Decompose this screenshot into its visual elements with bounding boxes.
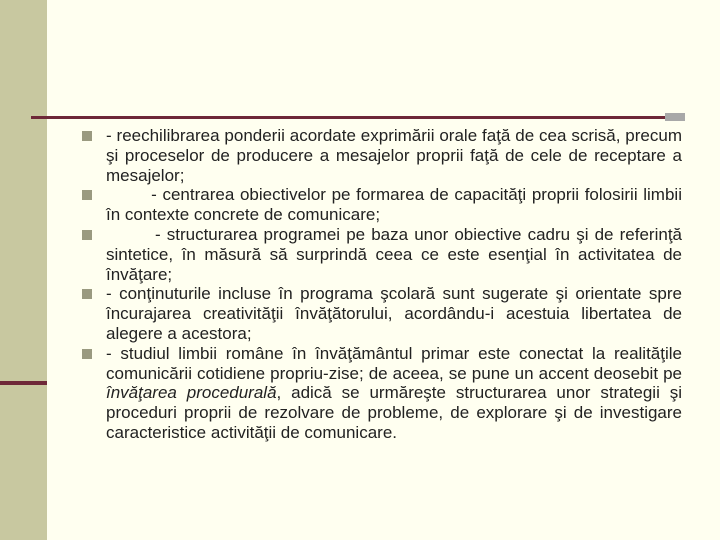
bullet-text: - centrarea obiectivelor pe formarea de capacităţi proprii folosirii limbii în contexte concrete de comunicare;: [106, 185, 687, 225]
bullet-text: - conţinuturile incluse în programa şcolară sunt sugerate şi orientate spre încurajarea creativităţii învăţătorului, acordându-i acestuia libertatea de alegere a acestora;: [106, 284, 682, 343]
bullet-item: [82, 344, 682, 443]
left-band-accent-line: [0, 381, 47, 385]
left-decorative-band: [0, 0, 47, 540]
bullet-item: [82, 284, 682, 343]
square-bullet-icon: [82, 230, 92, 240]
bullet-text-emphasis: învăţarea procedurală: [106, 383, 277, 403]
title-divider-end-block: [665, 113, 685, 121]
bullet-text: - reechilibrarea ponderii acordate exprimării orale faţă de cea scrisă, precum şi proceselor de producere a mesajelor proprii faţă de cele de receptare a mesajelor;: [106, 126, 682, 185]
bullet-text-end: , adică se urmăreşte structurarea unor strategii şi proceduri proprii de rezolvare de probleme, de explorare şi de investigare caracteristice activităţii de comunicare.: [106, 383, 682, 442]
slide-body: [82, 126, 687, 443]
bullet-item: [82, 185, 687, 225]
title-divider-line: [31, 116, 665, 119]
bullet-item: [82, 126, 682, 185]
square-bullet-icon: [82, 131, 92, 141]
square-bullet-icon: [82, 349, 92, 359]
square-bullet-icon: [82, 289, 92, 299]
bullet-text-start: - studiul limbii române în învăţământul primar este conectat la realităţile comunicării cotidiene propriu-zise; de aceea, se pune un accent deosebit pe: [106, 343, 682, 383]
bullet-text: - structurarea programei pe baza unor obiective cadru şi de referinţă sintetice, în măsură să surprindă ceea ce este esenţial în activitatea de învăţare;: [106, 224, 687, 284]
bullet-item: [82, 224, 687, 284]
square-bullet-icon: [82, 190, 92, 200]
bullet-list: [82, 126, 687, 443]
